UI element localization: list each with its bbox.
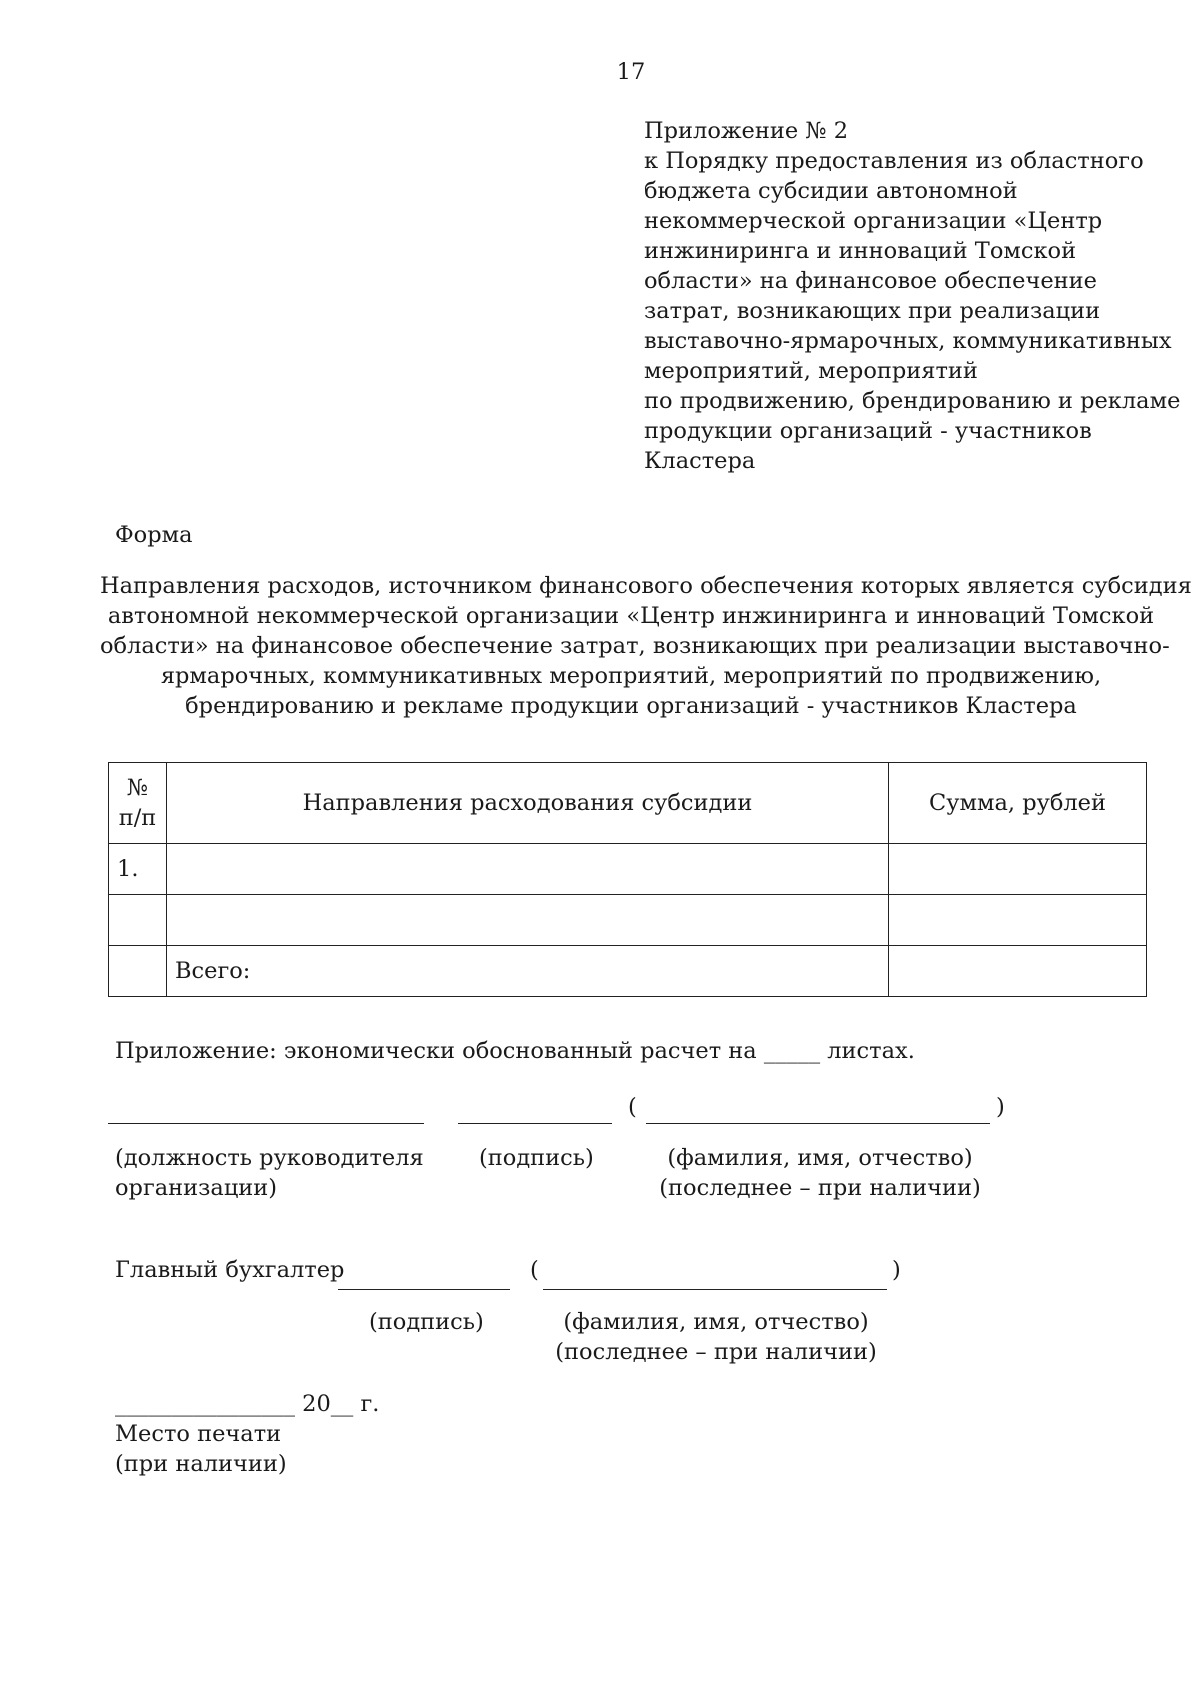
form-title-line: Направления расходов, источником финансового обеспечения которых является субсидия	[100, 573, 1192, 599]
row-number-cell[interactable]	[109, 895, 167, 946]
form-title	[100, 571, 1192, 721]
form-title-line: автономной некоммерческой организации «Центр инжиниринга и инноваций Томской	[107, 603, 1155, 629]
caption-line: (должность руководителя	[115, 1145, 424, 1171]
chief-accountant-label: Главный бухгалтер	[115, 1257, 345, 1283]
page-number: 17	[616, 59, 646, 85]
date-year: 20__ г.	[302, 1391, 380, 1417]
appendix-line: Приложение № 2	[644, 118, 849, 144]
caption-line: (фамилия, имя, отчество)	[667, 1145, 973, 1171]
stamp-line: Место печати	[115, 1421, 282, 1447]
accountant-name-caption	[536, 1307, 896, 1367]
caption-line: (последнее – при наличии)	[659, 1175, 981, 1201]
caption-line: (фамилия, имя, отчество)	[563, 1309, 869, 1335]
appendix-line: бюджета субсидии автономной	[644, 178, 1018, 204]
open-paren: (	[530, 1257, 539, 1283]
appendix-line: к Порядку предоставления из областного	[644, 148, 1144, 174]
table-row	[109, 895, 1147, 946]
appendix-line: продукции организаций - участников	[644, 418, 1092, 444]
row-number-cell[interactable]	[109, 946, 167, 997]
appendix-line: Кластера	[644, 448, 756, 474]
head-signature-caption: (подпись)	[479, 1145, 594, 1171]
total-amount-cell[interactable]	[889, 946, 1147, 997]
row-amount-cell[interactable]	[889, 895, 1147, 946]
row-number-cell[interactable]: 1.	[109, 844, 167, 895]
date-line	[115, 1389, 379, 1419]
stamp-line: (при наличии)	[115, 1451, 287, 1477]
header-number-abbr: п/п	[118, 805, 157, 831]
header-number-symbol: №	[126, 775, 149, 801]
attachment-note-prefix: Приложение: экономически обоснованный расчет на	[115, 1038, 757, 1064]
caption-line: организации)	[115, 1175, 278, 1201]
table-header-row	[109, 763, 1147, 844]
appendix-line: некоммерческой организации «Центр	[644, 208, 1103, 234]
date-blank[interactable]: ________________	[115, 1391, 295, 1417]
row-direction-cell[interactable]	[167, 844, 889, 895]
form-title-line: области» на финансовое обеспечение затрат, возникающих при реализации выставочно-	[100, 633, 1170, 659]
head-name-line[interactable]	[646, 1123, 990, 1124]
appendix-line: выставочно-ярмарочных, коммуникативных	[644, 328, 1172, 354]
appendix-line: затрат, возникающих при реализации	[644, 298, 1101, 324]
attachment-note	[115, 1036, 915, 1066]
appendix-line: области» на финансовое обеспечение	[644, 268, 1097, 294]
accountant-signature-line[interactable]	[338, 1289, 510, 1290]
stamp-place	[115, 1419, 287, 1479]
form-label: Форма	[115, 522, 193, 548]
head-position-caption	[115, 1143, 424, 1203]
head-name-caption	[640, 1143, 1000, 1203]
accountant-name-line[interactable]	[543, 1289, 887, 1290]
close-paren: )	[996, 1094, 1005, 1120]
header-amount: Сумма, рублей	[889, 763, 1147, 844]
sheet-count-blank[interactable]: _____	[763, 1038, 821, 1064]
header-number	[109, 763, 167, 844]
header-direction: Направления расходования субсидии	[167, 763, 889, 844]
accountant-signature-caption: (подпись)	[369, 1309, 484, 1335]
row-direction-cell[interactable]	[167, 895, 889, 946]
row-amount-cell[interactable]	[889, 844, 1147, 895]
head-signature-line[interactable]	[458, 1123, 612, 1124]
open-paren: (	[628, 1094, 637, 1120]
appendix-line: по продвижению, брендированию и рекламе	[644, 388, 1181, 414]
appendix-header	[644, 116, 1181, 476]
close-paren: )	[892, 1257, 901, 1283]
total-label-cell: Всего:	[167, 946, 889, 997]
attachment-note-suffix: листах.	[827, 1038, 915, 1064]
form-title-line: брендированию и рекламе продукции организаций - участников Кластера	[185, 693, 1077, 719]
form-title-line: ярмарочных, коммуникативных мероприятий, мероприятий по продвижению,	[160, 663, 1102, 689]
appendix-line: мероприятий, мероприятий	[644, 358, 978, 384]
appendix-line: инжиниринга и инноваций Томской	[644, 238, 1077, 264]
head-position-line[interactable]	[108, 1123, 424, 1124]
table-row	[109, 844, 1147, 895]
table-total-row	[109, 946, 1147, 997]
expense-table	[108, 762, 1147, 997]
caption-line: (последнее – при наличии)	[555, 1339, 877, 1365]
